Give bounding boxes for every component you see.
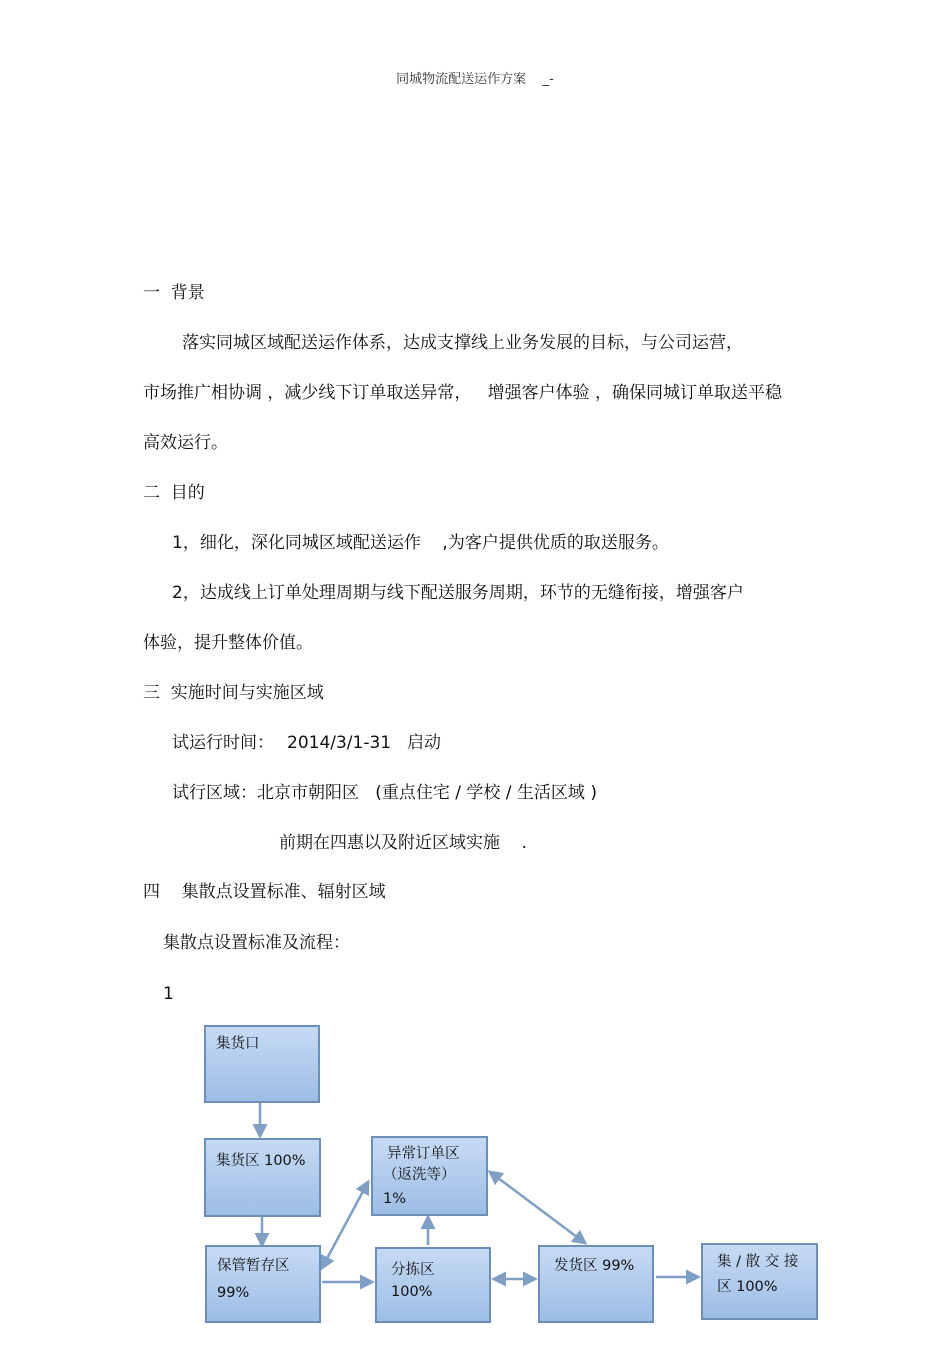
section-1-paragraph-line-2: 市场推广相协调 ，减少线下订单取送异常， 增强客户体验 ，确保同城订单取送平稳 xyxy=(143,383,783,403)
flow-node-handover-area xyxy=(701,1243,818,1320)
flow-node-percent: 区 100% xyxy=(717,1279,778,1295)
section-1-title: 一 背景 xyxy=(143,283,205,303)
section-2-title: 二 目的 xyxy=(143,483,205,503)
arrow-storage-to-exception xyxy=(322,1182,368,1268)
flow-node-label: 异常订单区 xyxy=(387,1146,460,1162)
section-1-paragraph-line-3: 高效运行。 xyxy=(143,433,228,453)
flow-node-label: 分拣区 100% xyxy=(391,1262,435,1300)
flow-node-sorting-area xyxy=(375,1247,491,1323)
trial-area: 试行区域：北京市朝阳区 (重点住宅 / 学校 / 生活区域 ) xyxy=(172,783,597,803)
trial-time-suffix: 启动 xyxy=(407,733,441,753)
flow-node-collection-port xyxy=(204,1025,320,1103)
flow-node-shipping-area xyxy=(538,1245,654,1323)
trial-time-value: 2014/3/1-31 xyxy=(287,733,392,753)
section-1-paragraph-line-1: 落实同城区域配送运作体系，达成支撑线上业务发展的目标，与公司运营， xyxy=(182,333,743,353)
section-2-item-2-line-1: 2，达成线上订单处理周期与线下配送服务周期，环节的无缝衔接，增强客户 xyxy=(172,583,744,603)
flow-node-storage-area xyxy=(205,1245,321,1323)
section-4-title: 四 集散点设置标准、辐射区域 xyxy=(143,882,386,902)
arrow-exception-to-shipping xyxy=(490,1172,585,1243)
flow-node-label: 集货区 100% xyxy=(216,1153,306,1169)
trial-area-note: 前期在四惠以及附近区域实施 . xyxy=(279,833,528,853)
flow-number: 1 xyxy=(163,984,174,1004)
flow-node-note: （返洗等） xyxy=(383,1167,456,1183)
flow-node-label: 发货区 99% xyxy=(554,1258,635,1274)
flow-node-label: 保管暂存区 xyxy=(217,1258,290,1274)
flow-node-exception-area xyxy=(371,1136,488,1216)
flow-node-label: 集 / 散 交 接 xyxy=(717,1254,799,1270)
section-4-subtitle: 集散点设置标准及流程： xyxy=(163,933,350,953)
page-header: 同城物流配送运作方案 _- xyxy=(396,72,554,87)
flow-node-collection-area xyxy=(204,1138,321,1217)
section-3-title: 三 实施时间与实施区域 xyxy=(143,683,324,703)
flow-node-label: 集货口 xyxy=(216,1036,260,1052)
section-2-item-1: 1，细化，深化同城区域配送运作 ,为客户提供优质的取送服务。 xyxy=(172,533,669,553)
trial-time-label: 试运行时间： xyxy=(172,733,274,753)
flow-node-percent: 1% xyxy=(383,1191,407,1207)
flow-node-percent: 99% xyxy=(217,1285,250,1301)
section-2-item-2-line-2: 体验，提升整体价值。 xyxy=(143,633,313,653)
